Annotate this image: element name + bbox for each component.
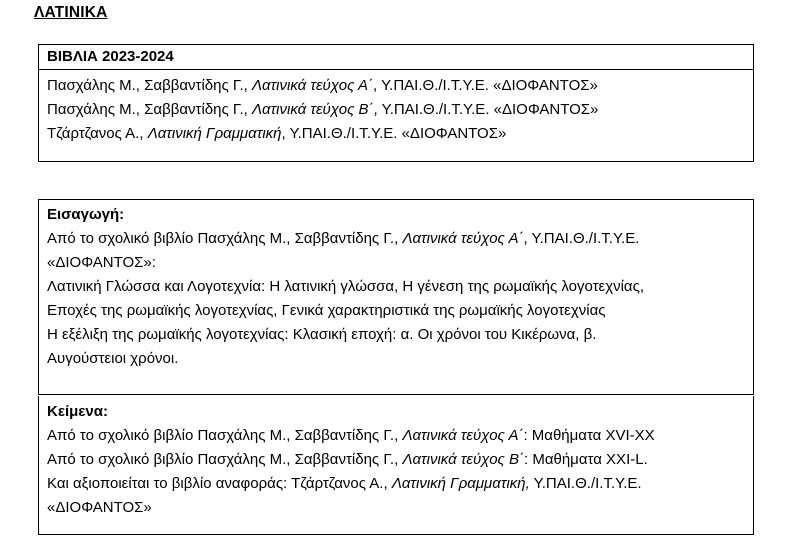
books-table: [38, 44, 754, 162]
page-heading: ΛΑΤΙΝΙΚΑ: [34, 4, 108, 21]
book-publisher: , Υ.ΠΑΙ.Θ./Ι.Τ.Υ.Ε. «ΔΙΟΦΑΝΤΟΣ»: [373, 101, 599, 118]
texts-line-work: Λατινική Γραμματική,: [391, 475, 530, 492]
book-title: Λατινική Γραμματική: [147, 125, 282, 142]
intro-source-prefix: Από το σχολικό βιβλίο Πασχάλης Μ., Σαββαντίδης Γ.,: [47, 230, 403, 247]
book-author: Πασχάλης Μ., Σαββαντίδης Γ.,: [47, 77, 252, 94]
texts-line-suffix: Υ.ΠΑΙ.Θ./Ι.Τ.Υ.Ε.: [529, 475, 642, 492]
intro-source-work: Λατινικά τεύχος Α΄: [402, 230, 524, 247]
texts-section: [38, 396, 754, 535]
books-table-header: ΒΙΒΛΙΑ 2023-2024: [39, 45, 753, 70]
intro-source-line2: «ΔΙΟΦΑΝΤΟΣ»:: [47, 254, 156, 271]
texts-line-prefix: Από το σχολικό βιβλίο Πασχάλης Μ., Σαββαντίδης Γ.,: [47, 451, 403, 468]
book-publisher: , Υ.ΠΑΙ.Θ./Ι.Τ.Υ.Ε. «ΔΙΟΦΑΝΤΟΣ»: [281, 125, 507, 142]
texts-line: [47, 448, 745, 472]
texts-line-prefix: Και αξιοποιείται το βιβλίο αναφοράς: Τζάρτζανος Α.,: [47, 475, 392, 492]
intro-source-suffix: , Υ.ΠΑΙ.Θ./Ι.Τ.Υ.Ε.: [523, 230, 640, 247]
texts-line-work: Λατινικά τεύχος Β΄: [402, 451, 524, 468]
texts-line-suffix: : Μαθήματα XXI-L.: [524, 451, 648, 468]
texts-line-work: Λατινικά τεύχος Α΄: [402, 427, 524, 444]
book-author: Τζάρτζανος Α.,: [47, 125, 148, 142]
book-row: [47, 122, 753, 146]
book-title: Λατινικά τεύχος Α΄: [251, 77, 373, 94]
intro-line: Η εξέλιξη της ρωμαϊκής λογοτεχνίας: Κλασική εποχή: α. Οι χρόνοι του Κικέρωνα, β.: [47, 326, 597, 343]
book-row: [47, 74, 753, 98]
intro-line: Εποχές της ρωμαϊκής λογοτεχνίας, Γενικά χαρακτηριστικά της ρωμαϊκής λογοτεχνίας: [47, 302, 606, 319]
book-title: Λατινικά τεύχος Β΄: [251, 101, 374, 118]
intro-section: [38, 199, 754, 395]
texts-title: Κείμενα:: [47, 403, 108, 420]
book-publisher: , Υ.ΠΑΙ.Θ./Ι.Τ.Υ.Ε. «ΔΙΟΦΑΝΤΟΣ»: [373, 77, 598, 94]
texts-line-prefix: Από το σχολικό βιβλίο Πασχάλης Μ., Σαββαντίδης Γ.,: [47, 427, 403, 444]
texts-line-publisher: «ΔΙΟΦΑΝΤΟΣ»: [47, 499, 152, 516]
book-row: [47, 98, 753, 122]
books-list: [39, 70, 753, 146]
intro-line: Λατινική Γλώσσα και Λογοτεχνία: Η λατινική γλώσσα, Η γένεση της ρωμαϊκής λογοτεχνίας,: [47, 278, 644, 295]
intro-line: Αυγούστειοι χρόνοι.: [47, 350, 179, 367]
intro-title: Εισαγωγή:: [47, 206, 125, 223]
book-author: Πασχάλης Μ., Σαββαντίδης Γ.,: [47, 101, 252, 118]
texts-line-suffix: : Μαθήματα XVI-XX: [523, 427, 655, 444]
intro-source: [47, 227, 745, 251]
texts-line: [47, 424, 745, 448]
texts-line: [47, 472, 745, 496]
